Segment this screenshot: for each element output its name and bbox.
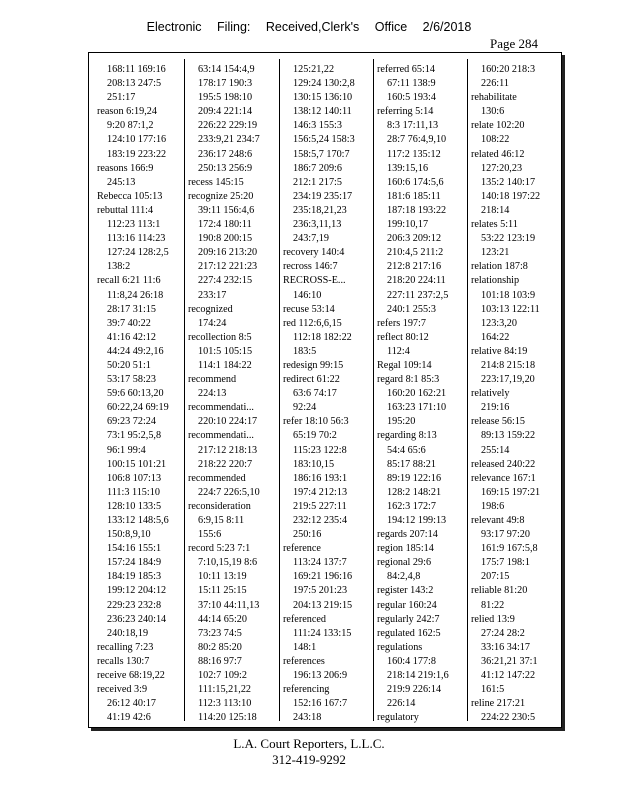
index-page-refs: 10:11 13:19 bbox=[198, 571, 247, 583]
index-page-refs: 112:18 182:22 bbox=[293, 331, 352, 343]
filing-word-3: Received,Clerk's bbox=[265, 20, 360, 34]
index-page-refs: 146:10 bbox=[293, 289, 322, 301]
index-term: references bbox=[283, 655, 325, 667]
index-page-refs: 181:6 185:11 bbox=[387, 190, 441, 202]
index-page-refs: 175:7 198:1 bbox=[481, 557, 530, 569]
index-page-refs: 162:3 172:7 bbox=[387, 500, 436, 512]
index-page-refs: 114:20 125:18 bbox=[198, 712, 257, 724]
index-page-refs: 36:21,21 37:1 bbox=[481, 655, 538, 667]
index-page-refs: 240:1 255:3 bbox=[387, 303, 436, 315]
index-page-refs: 111:15,21,22 bbox=[198, 684, 252, 696]
index-page-refs: 112:23 113:1 bbox=[107, 219, 161, 231]
column-divider bbox=[467, 59, 468, 721]
index-page-refs: 250:13 256:9 bbox=[198, 162, 253, 174]
index-page-refs: 108:22 bbox=[481, 134, 510, 146]
index-page-refs: 130:15 136:10 bbox=[293, 92, 353, 104]
index-page-refs: 53:17 58:23 bbox=[107, 374, 156, 386]
index-page-refs: 27:24 28:2 bbox=[481, 627, 525, 639]
index-page-refs: 113:16 114:23 bbox=[107, 233, 166, 245]
index-term: recommendati... bbox=[188, 430, 254, 442]
index-term: relate 102:20 bbox=[471, 120, 525, 132]
index-term: regional 29:6 bbox=[377, 557, 432, 569]
index-page-refs: 178:17 190:3 bbox=[198, 78, 253, 90]
index-term: redesign 99:15 bbox=[283, 359, 344, 371]
index-term: relates 5:11 bbox=[471, 219, 518, 231]
index-page-refs: 85:17 88:21 bbox=[387, 458, 436, 470]
index-term: regulatory bbox=[377, 712, 419, 724]
index-term: release 56:15 bbox=[471, 416, 526, 428]
index-page-refs: 236:3,11,13 bbox=[293, 219, 342, 231]
index-page-refs: 217:12 221:23 bbox=[198, 261, 258, 273]
index-page-refs: 156:5,24 158:3 bbox=[293, 134, 355, 146]
index-page-refs: 197:5 201:23 bbox=[293, 585, 348, 597]
index-page-refs: 183:5 bbox=[293, 345, 317, 357]
index-term: recommend bbox=[188, 374, 237, 386]
index-page-refs: 155:6 bbox=[198, 529, 222, 541]
index-page-refs: 37:10 44:11,13 bbox=[198, 599, 260, 611]
index-term: recalling 7:23 bbox=[97, 641, 154, 653]
index-page-refs: 41:19 42:6 bbox=[107, 712, 151, 724]
index-term: referenced bbox=[283, 613, 326, 625]
index-page-refs: 138:2 bbox=[107, 261, 131, 273]
index-page-refs: 226:14 bbox=[387, 698, 416, 710]
index-page-refs: 44:14 65:20 bbox=[198, 613, 247, 625]
index-page-refs: 207:15 bbox=[481, 571, 510, 583]
index-page-refs: 158:5,7 170:7 bbox=[293, 148, 350, 160]
index-term: Regal 109:14 bbox=[377, 359, 432, 371]
index-page-refs: 186:16 193:1 bbox=[293, 472, 348, 484]
index-term: rehabilitate bbox=[471, 92, 517, 104]
index-page-refs: 41:12 147:22 bbox=[481, 670, 536, 682]
index-page-refs: 65:19 70:2 bbox=[293, 430, 337, 442]
index-term: recognized bbox=[188, 303, 233, 315]
index-page-refs: 130:6 bbox=[481, 106, 505, 118]
index-page-refs: 50:20 51:1 bbox=[107, 359, 151, 371]
index-page-refs: 9:20 87:1,2 bbox=[107, 120, 154, 132]
index-page-refs: 69:23 72:24 bbox=[107, 416, 156, 428]
index-page-refs: 243:7,19 bbox=[293, 233, 329, 245]
index-page-refs: 229:23 232:8 bbox=[107, 599, 162, 611]
index-page-refs: 133:12 148:5,6 bbox=[107, 515, 169, 526]
index-page-refs: 139:15,16 bbox=[387, 162, 429, 174]
index-page-refs: 161:5 bbox=[481, 684, 505, 696]
index-page-refs: 219:5 227:11 bbox=[293, 500, 347, 512]
index-page-refs: 93:17 97:20 bbox=[481, 529, 530, 541]
index-page-refs: 33:16 34:17 bbox=[481, 641, 530, 653]
filing-word-1: Electronic bbox=[146, 20, 202, 34]
index-page-refs: 212:8 217:16 bbox=[387, 261, 442, 273]
index-term: recognize 25:20 bbox=[188, 190, 254, 202]
index-term: regards 207:14 bbox=[377, 529, 438, 541]
index-page-refs: 138:12 140:11 bbox=[293, 106, 352, 118]
index-page-refs: 111:24 133:15 bbox=[293, 627, 352, 639]
index-page-refs: 89:13 159:22 bbox=[481, 430, 536, 442]
index-term: regular 160:24 bbox=[377, 599, 437, 611]
filing-word-2: Filing: bbox=[217, 20, 251, 34]
filing-header bbox=[0, 20, 618, 34]
index-column-5 bbox=[471, 63, 540, 725]
column-divider bbox=[184, 59, 185, 721]
index-page-refs: 127:24 128:2,5 bbox=[107, 247, 169, 259]
index-term: reliable 81:20 bbox=[471, 585, 528, 597]
index-term: reconsideration bbox=[188, 500, 251, 512]
index-term: relatively bbox=[471, 388, 510, 400]
page-number: Page 284 bbox=[489, 36, 538, 51]
index-page-refs: 195:5 198:10 bbox=[198, 92, 253, 104]
index-page-refs: 39:11 156:4,6 bbox=[198, 204, 255, 216]
index-page-refs: 125:21,22 bbox=[293, 64, 335, 75]
index-term: relied 13:9 bbox=[471, 613, 515, 625]
index-page-refs: 123:3,20 bbox=[481, 317, 517, 329]
index-page-refs: 39:7 40:22 bbox=[107, 317, 151, 329]
index-page-refs: 81:22 bbox=[481, 599, 505, 611]
index-page-refs: 186:7 209:6 bbox=[293, 162, 342, 174]
footer-phone: 312-419-9292 bbox=[272, 752, 346, 767]
index-page-refs: 154:16 155:1 bbox=[107, 543, 162, 555]
index-column-3 bbox=[283, 63, 355, 725]
index-term: refer 18:10 56:3 bbox=[283, 416, 349, 428]
index-page-refs: 114:1 184:22 bbox=[198, 359, 252, 371]
index-page-refs: 6:9,15 8:11 bbox=[198, 515, 245, 526]
index-term: referencing bbox=[283, 684, 330, 696]
index-page-refs: 240:18,19 bbox=[107, 627, 149, 639]
index-page-refs: 226:22 229:19 bbox=[198, 120, 258, 132]
index-column-2 bbox=[188, 63, 260, 725]
index-page-refs: 140:18 197:22 bbox=[481, 190, 541, 202]
index-page-refs: 135:2 140:17 bbox=[481, 176, 536, 188]
index-page-refs: 219:9 226:14 bbox=[387, 684, 442, 696]
index-page-refs: 44:24 49:2,16 bbox=[107, 345, 164, 357]
index-page-refs: 8:3 17:11,13 bbox=[387, 120, 439, 132]
index-column-1 bbox=[97, 63, 169, 725]
index-term: record 5:23 7:1 bbox=[188, 543, 251, 555]
index-term: reference bbox=[283, 543, 321, 555]
index-page-refs: 227:4 232:15 bbox=[198, 275, 253, 287]
index-term: recess 145:15 bbox=[188, 176, 244, 188]
index-page-refs: 160:20 162:21 bbox=[387, 388, 447, 400]
index-page-refs: 115:23 122:8 bbox=[293, 444, 347, 456]
index-term: refers 197:7 bbox=[377, 317, 426, 329]
index-page-refs: 245:13 bbox=[107, 176, 136, 188]
index-page-refs: 152:16 167:7 bbox=[293, 698, 348, 710]
index-term: recross 146:7 bbox=[283, 261, 338, 273]
index-page-refs: 106:8 107:13 bbox=[107, 472, 162, 484]
index-page-refs: 28:7 76:4,9,10 bbox=[387, 134, 447, 146]
index-page-refs: 233:9,21 234:7 bbox=[198, 134, 260, 146]
index-term: region 185:14 bbox=[377, 543, 434, 555]
index-page-refs: 111:3 115:10 bbox=[107, 486, 160, 498]
index-page-refs: 100:15 101:21 bbox=[107, 458, 167, 470]
index-term: recommendati... bbox=[188, 402, 254, 414]
index-page-refs: 232:12 235:4 bbox=[293, 515, 348, 526]
index-term: regulations bbox=[377, 641, 423, 653]
index-page-refs: 73:1 95:2,5,8 bbox=[107, 430, 162, 442]
index-page-refs: 187:18 193:22 bbox=[387, 204, 447, 216]
index-term: recommended bbox=[188, 472, 246, 484]
index-page-refs: 128:2 148:21 bbox=[387, 486, 442, 498]
index-term: regulated 162:5 bbox=[377, 627, 441, 639]
index-page-refs: 128:10 133:5 bbox=[107, 500, 162, 512]
index-page-refs: 224:22 230:5 bbox=[481, 712, 536, 724]
index-term: Rebecca 105:13 bbox=[97, 190, 163, 202]
index-page-refs: 63:14 154:4,9 bbox=[198, 64, 255, 75]
index-term: reasons 166:9 bbox=[97, 162, 154, 174]
index-page-refs: 219:16 bbox=[481, 402, 510, 414]
index-page-refs: 251:17 bbox=[107, 92, 136, 104]
index-page-refs: 160:20 218:3 bbox=[481, 64, 536, 75]
index-page-refs: 112:3 113:10 bbox=[198, 698, 252, 710]
filing-date: 2/6/2018 bbox=[422, 20, 472, 34]
index-page-refs: 123:21 bbox=[481, 247, 510, 259]
index-page-refs: 160:4 177:8 bbox=[387, 655, 436, 667]
index-page-refs: 233:17 bbox=[198, 289, 227, 301]
index-term: relationship bbox=[471, 275, 520, 287]
index-page-refs: 223:17,19,20 bbox=[481, 374, 535, 386]
index-page-refs: 7:10,15,19 8:6 bbox=[198, 557, 258, 569]
index-term: RECROSS-E... bbox=[283, 275, 346, 287]
index-page-refs: 11:8,24 26:18 bbox=[107, 289, 164, 301]
index-page-refs: 218:22 220:7 bbox=[198, 458, 253, 470]
index-page-refs: 117:2 135:12 bbox=[387, 148, 441, 160]
index-page-refs: 183:19 223:22 bbox=[107, 148, 167, 160]
index-page-refs: 212:1 217:5 bbox=[293, 176, 342, 188]
index-page-refs: 59:6 60:13,20 bbox=[107, 388, 164, 400]
index-page-refs: 113:24 137:7 bbox=[293, 557, 347, 569]
index-page-refs: 88:16 97:7 bbox=[198, 655, 242, 667]
index-page-refs: 89:19 122:16 bbox=[387, 472, 442, 484]
index-term: regularly 242:7 bbox=[377, 613, 440, 625]
index-page-refs: 15:11 25:15 bbox=[198, 585, 247, 597]
index-term: received 3:9 bbox=[97, 684, 148, 696]
index-page-refs: 41:16 42:12 bbox=[107, 331, 156, 343]
index-term: receive 68:19,22 bbox=[97, 670, 165, 682]
index-page-refs: 208:13 247:5 bbox=[107, 78, 162, 90]
index-page-refs: 217:12 218:13 bbox=[198, 444, 258, 456]
index-page-refs: 148:1 bbox=[293, 641, 317, 653]
index-term: recollection 8:5 bbox=[188, 331, 252, 343]
index-page-refs: 160:5 193:4 bbox=[387, 92, 436, 104]
index-term: recovery 140:4 bbox=[283, 247, 345, 259]
index-page-refs: 255:14 bbox=[481, 444, 510, 456]
index-page-refs: 169:15 197:21 bbox=[481, 486, 541, 498]
index-page-refs: 199:12 204:12 bbox=[107, 585, 167, 597]
index-page-refs: 198:6 bbox=[481, 500, 505, 512]
index-page-refs: 103:13 122:11 bbox=[481, 303, 540, 315]
index-page-refs: 54:4 65:6 bbox=[387, 444, 426, 456]
index-term: regard 8:1 85:3 bbox=[377, 374, 440, 386]
index-page-refs: 206:3 209:12 bbox=[387, 233, 442, 245]
index-page-refs: 174:24 bbox=[198, 317, 227, 329]
index-page-refs: 172:4 180:11 bbox=[198, 219, 252, 231]
index-page-refs: 204:13 219:15 bbox=[293, 599, 353, 611]
index-page-refs: 197:4 212:13 bbox=[293, 486, 348, 498]
index-page-refs: 236:17 248:6 bbox=[198, 148, 253, 160]
index-page-refs: 199:10,17 bbox=[387, 219, 429, 231]
index-page-refs: 227:11 237:2,5 bbox=[387, 289, 449, 301]
index-term: redirect 61:22 bbox=[283, 374, 340, 386]
index-page-refs: 214:8 215:18 bbox=[481, 359, 536, 371]
index-page-refs: 168:11 169:16 bbox=[107, 64, 166, 75]
index-page-refs: 84:2,4,8 bbox=[387, 571, 421, 583]
index-term: recuse 53:14 bbox=[283, 303, 335, 315]
index-column-4 bbox=[377, 63, 449, 725]
index-page-refs: 80:2 85:20 bbox=[198, 641, 242, 653]
index-page-refs: 220:10 224:17 bbox=[198, 416, 258, 428]
index-page-refs: 190:8 200:15 bbox=[198, 233, 253, 245]
index-page-refs: 67:11 138:9 bbox=[387, 78, 436, 90]
index-page-refs: 218:14 219:1,6 bbox=[387, 670, 449, 682]
index-page-refs: 169:21 196:16 bbox=[293, 571, 353, 583]
index-page-refs: 195:20 bbox=[387, 416, 416, 428]
index-page-refs: 60:22,24 69:19 bbox=[107, 402, 169, 414]
index-frame bbox=[88, 52, 562, 728]
index-page-refs: 209:16 213:20 bbox=[198, 247, 258, 259]
index-page-refs: 218:14 bbox=[481, 204, 510, 216]
index-page-refs: 218:20 224:11 bbox=[387, 275, 446, 287]
index-term: reason 6:19,24 bbox=[97, 106, 157, 118]
index-page-refs: 196:13 206:9 bbox=[293, 670, 348, 682]
index-term: relative 84:19 bbox=[471, 345, 528, 357]
index-page-refs: 157:24 184:9 bbox=[107, 557, 162, 569]
index-page-refs: 112:4 bbox=[387, 345, 410, 357]
index-page-refs: 184:19 185:3 bbox=[107, 571, 162, 583]
index-page-refs: 96:1 99:4 bbox=[107, 444, 146, 456]
index-page-refs: 243:18 bbox=[293, 712, 322, 724]
index-page-refs: 226:11 bbox=[481, 78, 509, 90]
index-page-refs: 150:8,9,10 bbox=[107, 529, 151, 541]
index-page-refs: 236:23 240:14 bbox=[107, 613, 167, 625]
index-term: relevant 49:8 bbox=[471, 515, 525, 526]
index-page-refs: 53:22 123:19 bbox=[481, 233, 536, 245]
index-page-refs: 235:18,21,23 bbox=[293, 204, 347, 216]
index-term: related 46:12 bbox=[471, 148, 525, 160]
index-page-refs: 101:18 103:9 bbox=[481, 289, 536, 301]
index-page-refs: 164:22 bbox=[481, 331, 510, 343]
index-term: recalls 130:7 bbox=[97, 655, 150, 667]
index-page-refs: 160:6 174:5,6 bbox=[387, 176, 444, 188]
footer-company: L.A. Court Reporters, L.L.C. bbox=[233, 736, 385, 751]
index-term: recall 6:21 11:6 bbox=[97, 275, 161, 287]
index-term: reline 217:21 bbox=[471, 698, 526, 710]
index-page-refs: 194:12 199:13 bbox=[387, 515, 447, 526]
index-page-refs: 224:13 bbox=[198, 388, 227, 400]
index-term: register 143:2 bbox=[377, 585, 434, 597]
index-page-refs: 183:10,15 bbox=[293, 458, 335, 470]
index-page-refs: 101:5 105:15 bbox=[198, 345, 253, 357]
column-divider bbox=[279, 59, 280, 721]
index-page-refs: 234:19 235:17 bbox=[293, 190, 353, 202]
index-term: relevance 167:1 bbox=[471, 472, 536, 484]
index-term: red 112:6,6,15 bbox=[283, 317, 342, 329]
index-page-refs: 92:24 bbox=[293, 402, 317, 414]
column-divider bbox=[373, 59, 374, 721]
index-term: relation 187:8 bbox=[471, 261, 528, 273]
index-page-refs: 102:7 109:2 bbox=[198, 670, 247, 682]
index-page-refs: 209:4 221:14 bbox=[198, 106, 253, 118]
index-term: referring 5:14 bbox=[377, 106, 434, 118]
index-page-refs: 224:7 226:5,10 bbox=[198, 486, 260, 498]
index-page-refs: 250:16 bbox=[293, 529, 322, 541]
index-page-refs: 73:23 74:5 bbox=[198, 627, 242, 639]
index-page-refs: 124:10 177:16 bbox=[107, 134, 167, 146]
index-page-refs: 26:12 40:17 bbox=[107, 698, 156, 710]
index-term: rebuttal 111:4 bbox=[97, 204, 154, 216]
index-page-refs: 63:6 74:17 bbox=[293, 388, 337, 400]
index-page-refs: 127:20,23 bbox=[481, 162, 523, 174]
index-term: reflect 80:12 bbox=[377, 331, 429, 343]
index-term: referred 65:14 bbox=[377, 64, 435, 75]
index-page-refs: 210:4,5 211:2 bbox=[387, 247, 444, 259]
index-term: released 240:22 bbox=[471, 458, 536, 470]
index-page-refs: 161:9 167:5,8 bbox=[481, 543, 538, 555]
index-term: regarding 8:13 bbox=[377, 430, 437, 442]
filing-word-4: Office bbox=[374, 20, 408, 34]
index-page-refs: 146:3 155:3 bbox=[293, 120, 342, 132]
index-page-refs: 28:17 31:15 bbox=[107, 303, 156, 315]
index-page-refs: 129:24 130:2,8 bbox=[293, 78, 355, 90]
index-page-refs: 163:23 171:10 bbox=[387, 402, 447, 414]
